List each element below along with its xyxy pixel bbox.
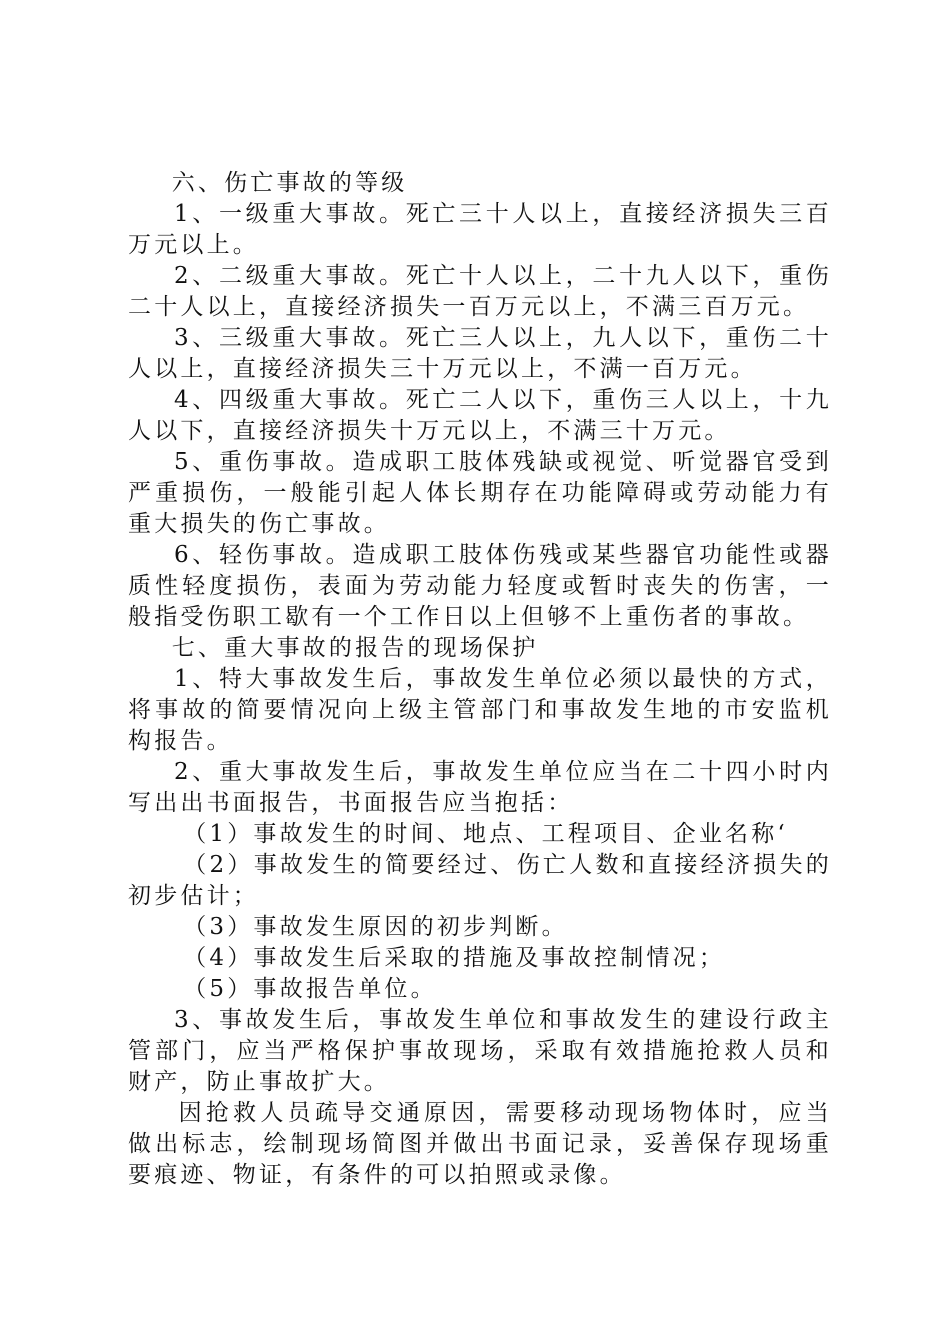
document-body (128, 168, 832, 1191)
paragraph-report-3: 3、事故发生后，事故发生单位和事故发生的建设行政主管部门，应当严格保护事故现场，采取有效措施抢救人员和财产，防止事故扩大。 (128, 1007, 832, 1095)
paragraph-site-handling: 因抢救人员疏导交通原因，需要移动现场物体时，应当做出标志，绘制现场简图并做出书面记录，妥善保存现场重要痕迹、物证，有条件的可以拍照或录像。 (128, 1100, 832, 1188)
paragraph-minor-injury: 6、轻伤事故。造成职工肢体伤残或某些器官功能性或器质性轻度损伤，表面为劳动能力轻度或暂时丧失的伤害，一般指受伤职工歇有一个工作日以上但够不上重伤者的事故。 (128, 542, 832, 630)
paragraph-level-3: 3、三级重大事故。死亡三人以上，九人以下，重伤二十人以上，直接经济损失三十万元以上，不满一百万元。 (128, 325, 832, 382)
paragraph-level-4: 4、四级重大事故。死亡二人以下，重伤三人以上，十九人以下，直接经济损失十万元以上，不满三十万元。 (128, 387, 832, 444)
paragraph-level-1: 1、一级重大事故。死亡三十人以上，直接经济损失三百万元以上。 (128, 201, 832, 258)
list-item-5: （5）事故报告单位。 (183, 976, 437, 1002)
paragraph-report-1: 1、特大事故发生后，事故发生单位必须以最快的方式，将事故的简要情况向上级主管部门和事故发生地的市安监机构报告。 (128, 666, 832, 754)
list-item-4: （4）事故发生后采取的措施及事故控制情况； (183, 945, 726, 971)
list-item-1: （1）事故发生的时间、地点、工程项目、企业名称‘ (183, 821, 788, 847)
list-item-2: （2）事故发生的简要经过、伤亡人数和直接经济损失的初步估计； (128, 852, 832, 909)
section-heading-report-protection: 七、重大事故的报告的现场保护 (171, 635, 539, 661)
paragraph-level-2: 2、二级重大事故。死亡十人以上，二十九人以下，重伤二十人以上，直接经济损失一百万元以上，不满三百万元。 (128, 263, 832, 320)
list-item-3: （3）事故发生原因的初步判断。 (183, 914, 568, 940)
section-heading-casualty-levels: 六、伤亡事故的等级 (171, 170, 408, 196)
paragraph-serious-injury: 5、重伤事故。造成职工肢体残缺或视觉、听觉器官受到严重损伤，一般能引起人体长期存在功能障碍或劳动能力有重大损失的伤亡事故。 (128, 449, 832, 537)
paragraph-report-2: 2、重大事故发生后，事故发生单位应当在二十四小时内写出出书面报告，书面报告应当抱括： (128, 759, 832, 816)
